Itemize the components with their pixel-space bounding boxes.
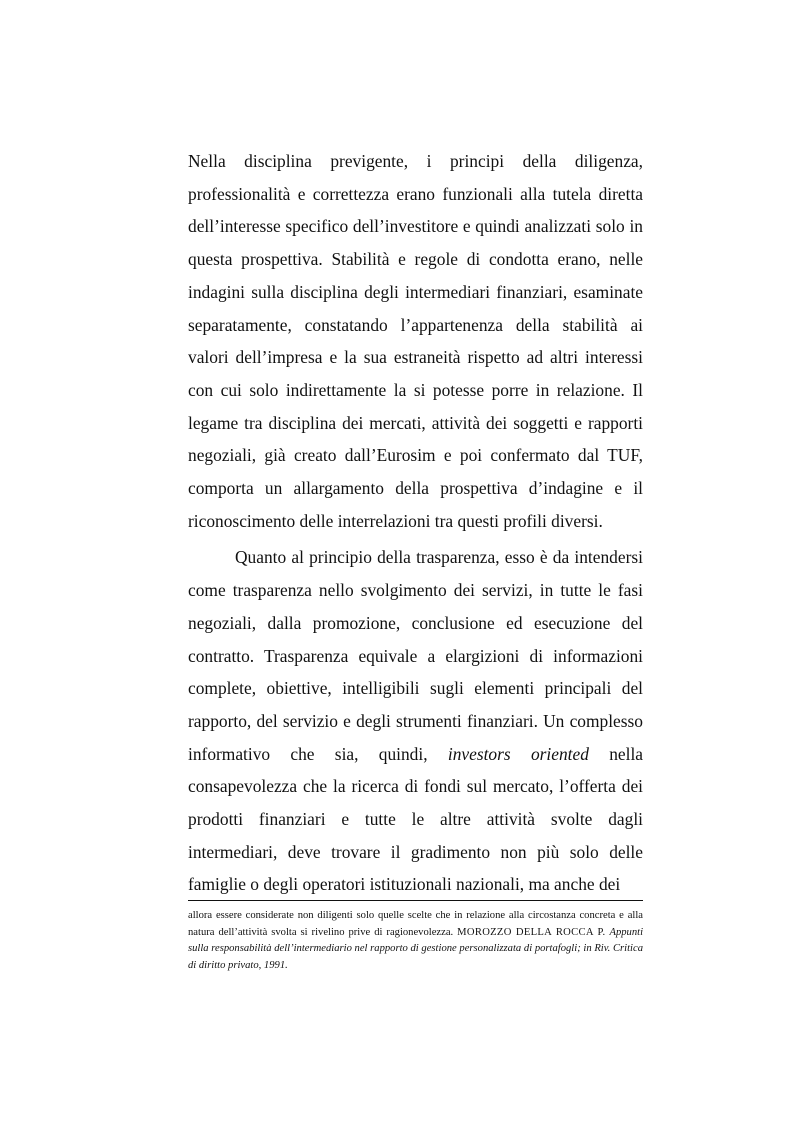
footnote-author: MOROZZO DELLA ROCCA P. [457, 926, 606, 938]
footnote-body: allora essere considerate non diligenti solo quelle scelte che in relazione alla circostanza concreta e alla natura dell’attività svolta si rivelino prive di ragionevolezza. [188, 910, 643, 938]
footnote-separator [188, 900, 643, 901]
paragraph-2-text-a: Quanto al principio della trasparenza, esso è da intendersi come trasparenza nello svolgimento dei servizi, in tutte le fasi negoziali, dalla promozione, conclusione ed esecuzione del contratto. Trasparenza equivale a elargizioni di informazioni complete, obiettive, intelligibili sugli elementi principali del rapporto, del servizio e degli strumenti finanziari. Un complesso informativo che sia, quindi, [188, 547, 643, 764]
footnote-text [188, 908, 643, 974]
footnote-citation: Appunti sulla responsabilità dell’intermediario nel rapporto di gestione personalizzata di portafogli; in Riv. Critica di diritto privato, 1991. [188, 926, 644, 971]
footnote [188, 908, 643, 974]
main-text [188, 145, 643, 901]
paragraph-2 [188, 541, 643, 901]
paragraph-2-italic-term: investors oriented [447, 743, 589, 764]
paragraph-1: Nella disciplina previgente, i principi della diligenza, professionalità e correttezza erano funzionali alla tutela diretta dell’interesse specifico dell’investitore e quindi analizzati solo in questa prospettiva. Stabilità e regole di condotta erano, nelle indagini sulla disciplina degli intermediari finanziari, esaminate separatamente, constatando l’appartenenza della stabilità ai valori dell’impresa e la sua estraneità rispetto ad altri interessi con cui solo indirettamente la si potesse porre in relazione. Il legame tra disciplina dei mercati, attività dei soggetti e rapporti negoziali, già creato dall’Eurosim e poi confermato dal TUF, comporta un allargamento della prospettiva d’indagine e il riconoscimento delle interrelazioni tra questi profili diversi. [188, 151, 643, 531]
paragraph-2-text-b: nella consapevolezza che la ricerca di fondi sul mercato, l’offerta dei prodotti finanziari e tutte le altre attività svolte dagli intermediari, deve trovare il gradimento non più solo delle famiglie o degli operatori istituzionali nazionali, ma anche dei [188, 743, 643, 895]
